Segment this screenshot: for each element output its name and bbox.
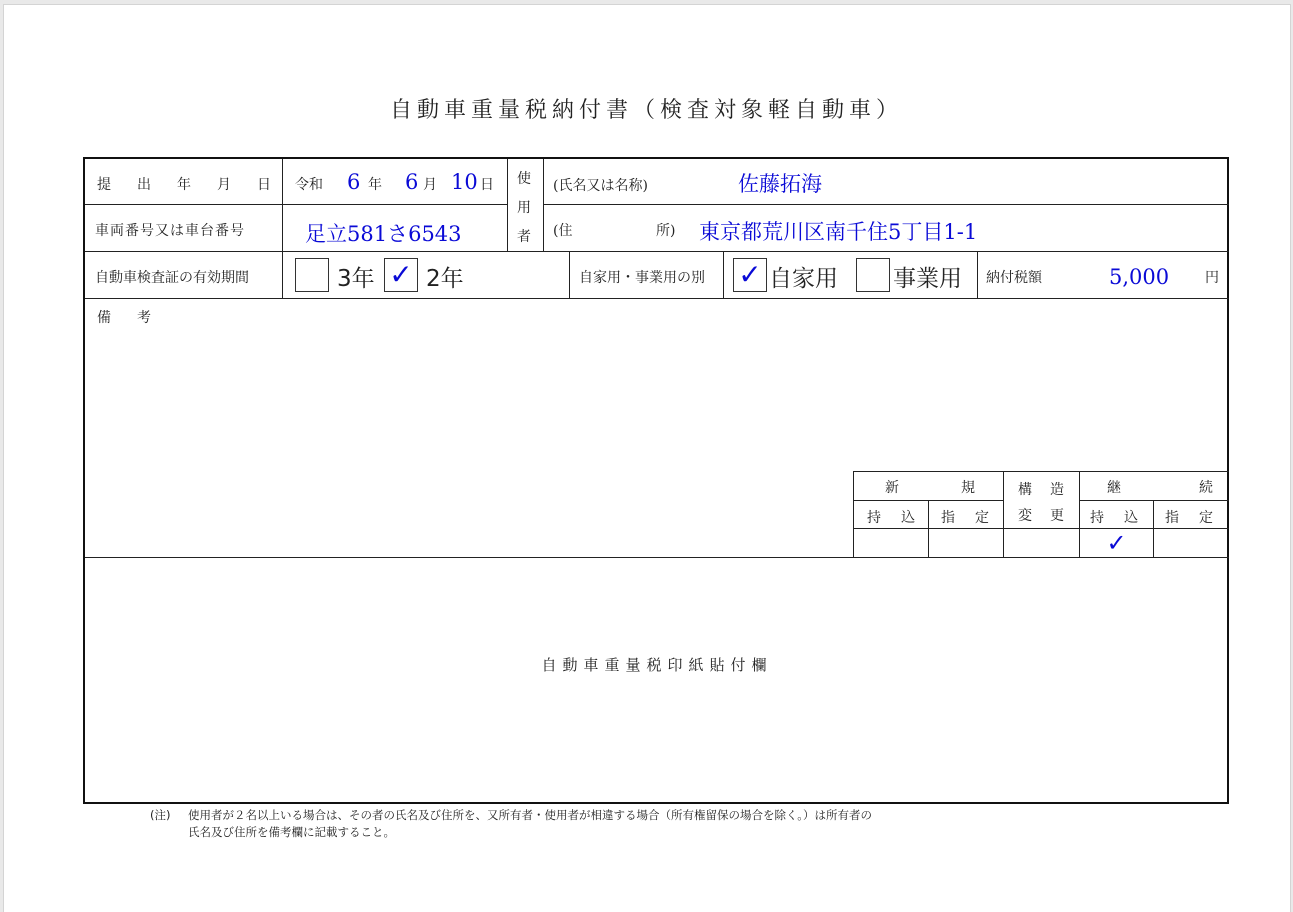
category-structure-label-1: 構 造 — [1018, 482, 1064, 498]
month-value[interactable]: 6 — [405, 170, 419, 194]
category-continue-label: 継 続 — [1107, 480, 1213, 496]
category-continue-divider — [1079, 500, 1229, 501]
name-value[interactable]: 佐藤拓海 — [738, 172, 822, 196]
name-label: (氏名又は名称) — [553, 178, 648, 194]
footnote-line-1: 使用者が２名以上いる場合は、その者の氏名及び住所を、又所有者・使用者が相違する場合（所有権留保の場合を除く。）は所有者の — [188, 808, 873, 822]
check-mark-icon: ✓ — [1106, 528, 1127, 557]
category-bring-label-2: 持 込 — [1090, 510, 1138, 526]
vehicle-value[interactable]: 足立581さ6543 — [305, 222, 462, 246]
month-unit: 月 — [423, 177, 437, 193]
tax-value[interactable]: 5,000 — [1109, 265, 1170, 289]
tax-unit: 円 — [1205, 270, 1219, 286]
row-divider-4 — [85, 557, 1229, 558]
category-bring-label: 持 込 — [867, 510, 915, 526]
check-mark-icon: ✓ — [389, 258, 413, 291]
row-divider-1-left — [85, 204, 507, 205]
year-value[interactable]: 6 — [347, 170, 361, 194]
category-structure-label-2: 変 更 — [1018, 508, 1064, 524]
user-label-2: 用 — [517, 200, 531, 216]
category-cell-continue-designated[interactable] — [1154, 529, 1229, 556]
form-title: 自動車重量税納付書（検査対象軽自動車） — [389, 98, 903, 123]
col-divider-g — [977, 251, 978, 298]
option-2year-label: 2年 — [426, 266, 464, 292]
year-unit: 年 — [368, 177, 382, 193]
day-unit: 日 — [480, 177, 494, 193]
option-private-label: 自家用 — [769, 266, 838, 292]
col-divider-c — [543, 159, 544, 251]
period-label: 自動車検査証の有効期間 — [95, 270, 249, 286]
remarks-label: 備 考 — [97, 310, 151, 326]
era-label: 令和 — [295, 177, 323, 193]
checkbox-3year[interactable] — [295, 258, 329, 292]
col-divider-a — [282, 159, 283, 251]
category-new-label: 新 規 — [885, 480, 975, 496]
use-label: 自家用・事業用の別 — [579, 270, 705, 286]
user-label-3: 者 — [517, 229, 531, 245]
form-frame — [83, 157, 1229, 804]
col-divider-d — [282, 251, 283, 298]
user-label-1: 使 — [517, 171, 531, 187]
date-label: 提 出 年 月 日 — [97, 177, 271, 193]
category-designated-label: 指 定 — [941, 510, 989, 526]
address-value[interactable]: 東京都荒川区南千住5丁目1-1 — [699, 220, 978, 244]
row-divider-2 — [85, 251, 1229, 252]
stamp-area-label: 自動車重量税印紙貼付欄 — [541, 656, 773, 674]
category-cell-new-bring[interactable] — [854, 529, 928, 556]
col-divider-b — [507, 159, 508, 251]
row-divider-1-right — [543, 204, 1229, 205]
footnote-prefix: (注) — [150, 808, 171, 822]
address-label-close: 所) — [656, 223, 676, 239]
checkbox-business[interactable] — [856, 258, 890, 292]
footnote-line-2: 氏名及び住所を備考欄に記載すること。 — [188, 825, 395, 839]
remarks-area[interactable] — [97, 329, 837, 549]
checkbox-private[interactable] — [733, 258, 767, 292]
row-divider-3 — [85, 298, 1229, 299]
check-mark-icon: ✓ — [738, 258, 762, 291]
option-business-label: 事業用 — [893, 266, 962, 292]
checkbox-2year[interactable] — [384, 258, 418, 292]
vehicle-label: 車両番号又は車台番号 — [95, 223, 245, 239]
category-cell-continue-bring[interactable] — [1080, 529, 1153, 556]
option-3year-label: 3年 — [337, 266, 375, 292]
category-designated-label-2: 指 定 — [1165, 510, 1213, 526]
day-value[interactable]: 10 — [451, 170, 478, 194]
col-divider-f — [723, 251, 724, 298]
category-cell-new-designated[interactable] — [929, 529, 1003, 556]
tax-label: 納付税額 — [986, 270, 1042, 286]
col-divider-e — [569, 251, 570, 298]
category-cell-structure[interactable] — [1004, 529, 1079, 556]
category-top-border — [853, 471, 1229, 472]
address-label-open: (住 — [553, 223, 573, 239]
